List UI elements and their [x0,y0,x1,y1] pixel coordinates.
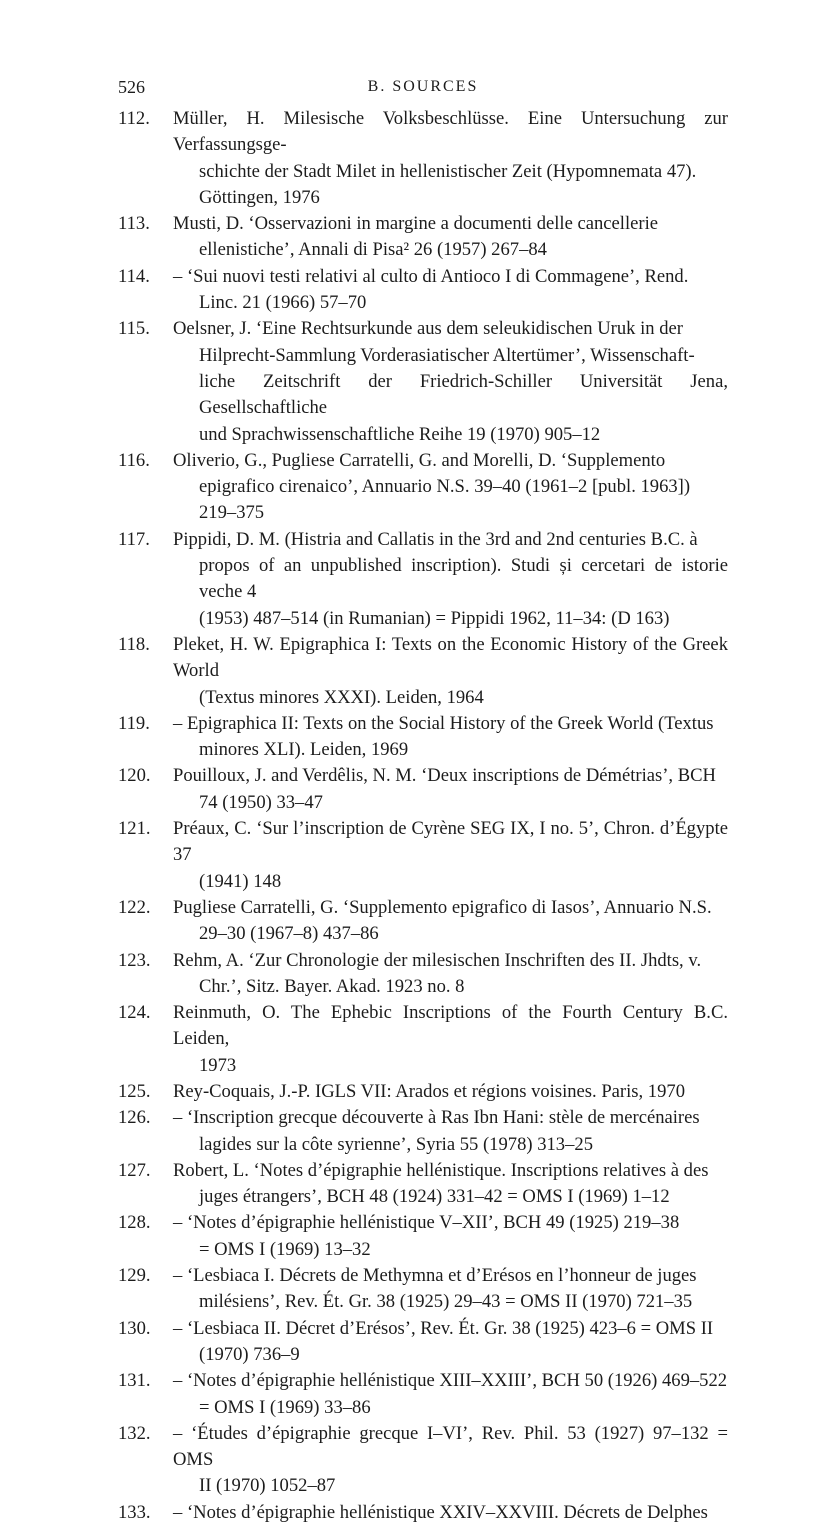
bibliography-entry [118,106,728,211]
entry-line: (Textus minores XXXI). Leiden, 1964 [199,686,484,708]
bibliography-entry [118,1500,728,1526]
entry-line: – ‘Notes d’épigraphie hellénistique XXIV–XXVIII. Décrets de Delphes [173,1501,708,1523]
entry-line: Rey-Coquais, J.-P. IGLS VII: Arados et régions voisines. Paris, 1970 [173,1080,685,1102]
entry-line: – ‘Lesbiaca I. Décrets de Methymna et d’Erésos en l’honneur de juges [173,1265,697,1287]
entry-line: und Sprachwissenschaftliche Reihe 19 (1970) 905–12 [199,423,601,445]
entry-line: – ‘Lesbiaca II. Décret d’Erésos’, Rev. Ét. Gr. 38 (1925) 423–6 = OMS II [173,1317,714,1339]
entry-line: Linc. 21 (1966) 57–70 [199,292,367,314]
entry-line: 29–30 (1967–8) 437–86 [199,923,379,945]
entry-line: Hilprecht-Sammlung Vorderasiatischer Altertümer’, Wissenschaft- [199,344,695,366]
entry-line: – ‘Notes d’épigraphie hellénistique XIII–XXIII’, BCH 50 (1926) 469–522 [173,1370,728,1392]
bibliography-entry [118,1158,728,1211]
entry-line: Préaux, C. ‘Sur l’inscription de Cyrène SEG IX, I no. 5’, Chron. d’Égypte 37 [173,818,728,866]
entry-line: – ‘Études d’épigraphie grecque I–VI’, Rev. Phil. 53 (1927) 97–132 = OMS [173,1422,728,1471]
entry-text [173,1105,728,1158]
entry-number: 117. [118,528,150,550]
entry-line: minores XLI). Leiden, 1969 [199,739,409,761]
entry-line: juges étrangers’, BCH 48 (1924) 331–42 = OMS I (1969) 1–12 [199,1186,670,1208]
entry-line: (1953) 487–514 (in Rumanian) = Pippidi 1962, 11–34: (D 163) [199,607,670,629]
running-head [118,72,728,102]
bibliography-entry [118,1079,728,1105]
entry-line: Oliverio, G., Pugliese Carratelli, G. and Morelli, D. ‘Supplemento [173,449,666,471]
entry-text [173,632,728,711]
entry-line: Reinmuth, O. The Ephebic Inscriptions of the Fourth Century B.C. Leiden, [173,1002,728,1050]
entry-text [173,816,728,895]
entry-text [173,211,728,264]
entry-number: 113. [118,213,150,235]
entry-number: 131. [118,1370,151,1392]
bibliography-entry [118,895,728,948]
entry-line: = OMS I (1969) 33–86 [199,1396,371,1418]
entry-line: Chr.’, Sitz. Bayer. Akad. 1923 no. 8 [199,975,465,997]
entry-line: lagides sur la côte syrienne’, Syria 55 (1978) 313–25 [199,1133,593,1155]
entry-text [173,711,728,764]
bibliography-entry [118,816,728,895]
bibliography-entry [118,1000,728,1079]
bibliography-entry [118,316,728,447]
entry-number: 130. [118,1317,151,1339]
entry-number: 112. [118,108,150,129]
entry-text [173,1210,728,1263]
entry-line: epigrafico cirenaico’, Annuario N.S. 39–40 (1961–2 [publ. 1963]) [199,476,691,498]
bibliography-entry [118,948,728,1001]
bibliography-entry [118,1263,728,1316]
entry-line: – ‘Notes d’épigraphie hellénistique V–XII’, BCH 49 (1925) 219–38 [173,1212,680,1234]
entry-number: 121. [118,818,151,840]
bibliography-list [118,106,728,1526]
entry-number: 127. [118,1159,151,1181]
page-number: 526 [118,77,145,97]
entry-number: 129. [118,1265,151,1287]
entry-number: 125. [118,1080,151,1102]
entry-line: (1941) 148 [199,870,282,892]
bibliography-entry [118,1368,728,1421]
entry-text [173,264,728,317]
entry-number: 133. [118,1501,151,1523]
entry-line: liche Zeitschrift der Friedrich-Schiller Universität Jena, Gesellschaftliche [199,370,728,419]
entry-line: Pleket, H. W. Epigraphica I: Texts on the Economic History of the Greek World [173,633,728,682]
entry-text [173,316,728,447]
entry-text [173,1421,728,1500]
entry-number: 122. [118,896,151,918]
entry-number: 132. [118,1422,151,1444]
entry-line: Musti, D. ‘Osservazioni in margine a documenti delle cancellerie [173,213,658,235]
entry-text [173,1500,728,1526]
entry-line: milésiens’, Rev. Ét. Gr. 38 (1925) 29–43 = OMS II (1970) 721–35 [199,1291,693,1313]
entry-line: Pugliese Carratelli, G. ‘Supplemento epigrafico di Iasos’, Annuario N.S. [173,896,712,918]
entry-number: 116. [118,449,150,471]
entry-number: 115. [118,318,150,340]
entry-text [173,1079,728,1105]
entry-text [173,1316,728,1369]
entry-number: 128. [118,1212,151,1234]
entry-text [173,1158,728,1211]
entry-text [173,448,728,527]
entry-line: Müller, H. Milesische Volksbeschlüsse. Eine Untersuchung zur Verfassungsge- [173,108,728,156]
entry-text [173,1000,728,1079]
entry-text [173,1368,728,1421]
entry-number: 126. [118,1107,151,1129]
entry-text [173,106,728,211]
entry-line: schichte der Stadt Milet in hellenistischer Zeit (Hypomnemata 47). [199,160,697,182]
entry-text [173,527,728,632]
entry-line: Rehm, A. ‘Zur Chronologie der milesischen Inschriften des II. Jhdts, v. [173,949,702,971]
entry-line: (1970) 736–9 [199,1343,300,1365]
bibliography-entry [118,448,728,527]
entry-line: Robert, L. ‘Notes d’épigraphie hellénistique. Inscriptions relatives à des [173,1159,709,1181]
entry-line: propos of an unpublished inscription). Studi și cercetari de istorie veche 4 [199,555,728,603]
entry-line: 74 (1950) 33–47 [199,791,323,813]
bibliography-entry [118,1105,728,1158]
bibliography-entry [118,527,728,632]
section-title: B. SOURCES [367,78,479,95]
entry-line: = OMS I (1969) 13–32 [199,1238,371,1260]
entry-number: 124. [118,1002,151,1024]
entry-line: Oelsner, J. ‘Eine Rechtsurkunde aus dem seleukidischen Uruk in der [173,318,683,340]
bibliography-entry [118,763,728,816]
bibliography-entry [118,1421,728,1500]
entry-line: 219–375 [199,502,265,524]
entry-line: ellenistiche’, Annali di Pisa² 26 (1957) 267–84 [199,239,547,261]
bibliography-entry [118,1316,728,1369]
entry-line: Göttingen, 1976 [199,186,320,208]
bibliography-entry [118,711,728,764]
bibliography-entry [118,1210,728,1263]
bibliography-entry [118,264,728,317]
entry-number: 118. [118,633,150,655]
entry-number: 114. [118,265,150,287]
bibliography-entry [118,632,728,711]
entry-line: – Epigraphica II: Texts on the Social History of the Greek World (Textus [173,712,714,734]
entry-number: 123. [118,949,151,971]
entry-line: – ‘Sui nuovi testi relativi al culto di Antioco I di Commagene’, Rend. [173,265,689,287]
entry-line: – ‘Inscription grecque découverte à Ras Ibn Hani: stèle de mercénaires [173,1107,700,1129]
entry-line: Pouilloux, J. and Verdêlis, N. M. ‘Deux inscriptions de Démétrias’, BCH [173,765,716,787]
entry-text [173,763,728,816]
entry-number: 119. [118,712,150,734]
entry-text [173,895,728,948]
entry-number: 120. [118,765,151,787]
entry-line: II (1970) 1052–87 [199,1475,336,1497]
entry-text [173,948,728,1001]
bibliography-entry [118,211,728,264]
entry-line: Pippidi, D. M. (Histria and Callatis in the 3rd and 2nd centuries B.C. à [173,528,698,550]
entry-line: 1973 [199,1054,237,1076]
entry-text [173,1263,728,1316]
